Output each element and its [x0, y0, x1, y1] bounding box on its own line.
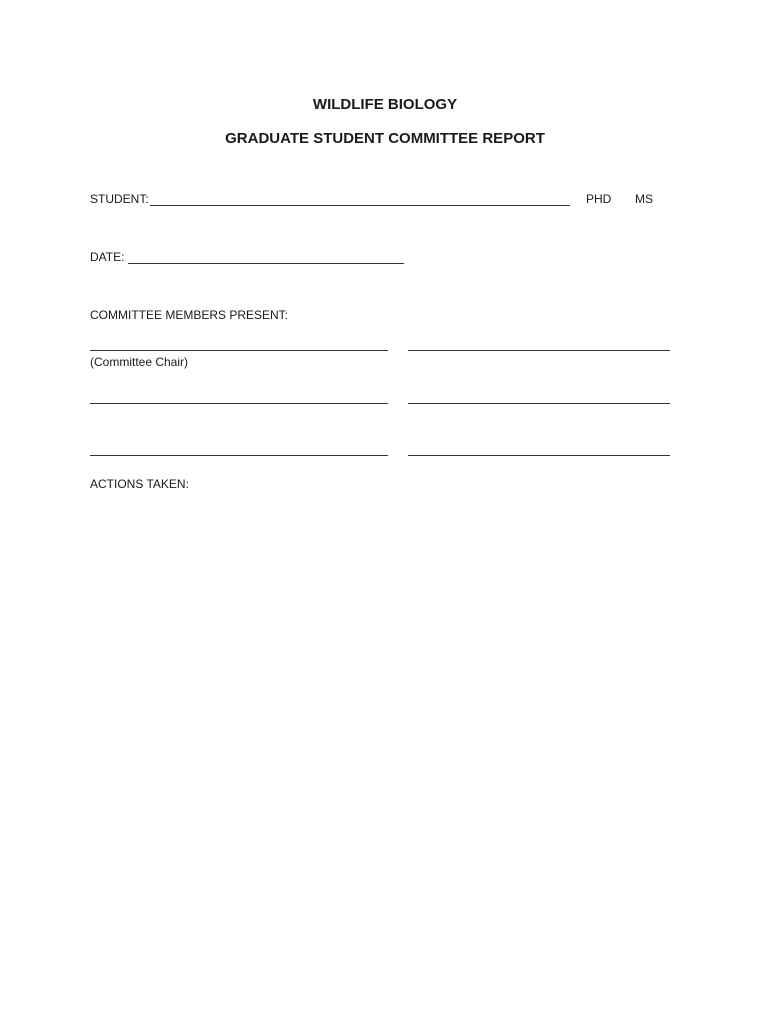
document-title: WILDLIFE BIOLOGY [312, 96, 458, 113]
committee-member-field[interactable] [90, 455, 388, 456]
committee-chair-caption: (Committee Chair) [90, 355, 189, 369]
actions-taken-label: ACTIONS TAKEN: [90, 477, 189, 491]
committee-member-field[interactable] [408, 455, 670, 456]
degree-option-ms[interactable]: MS [635, 192, 653, 206]
date-label: DATE: [90, 250, 125, 264]
committee-members-label: COMMITTEE MEMBERS PRESENT: [90, 308, 289, 322]
committee-member-field[interactable] [408, 403, 670, 404]
student-name-field[interactable] [150, 205, 570, 206]
committee-member-field[interactable] [408, 350, 670, 351]
student-label: STUDENT: [90, 192, 149, 206]
degree-option-phd[interactable]: PHD [586, 192, 612, 206]
committee-member-field[interactable] [90, 403, 388, 404]
document-subtitle: GRADUATE STUDENT COMMITTEE REPORT [225, 130, 545, 147]
date-field[interactable] [128, 263, 404, 264]
committee-chair-field[interactable] [90, 350, 388, 351]
